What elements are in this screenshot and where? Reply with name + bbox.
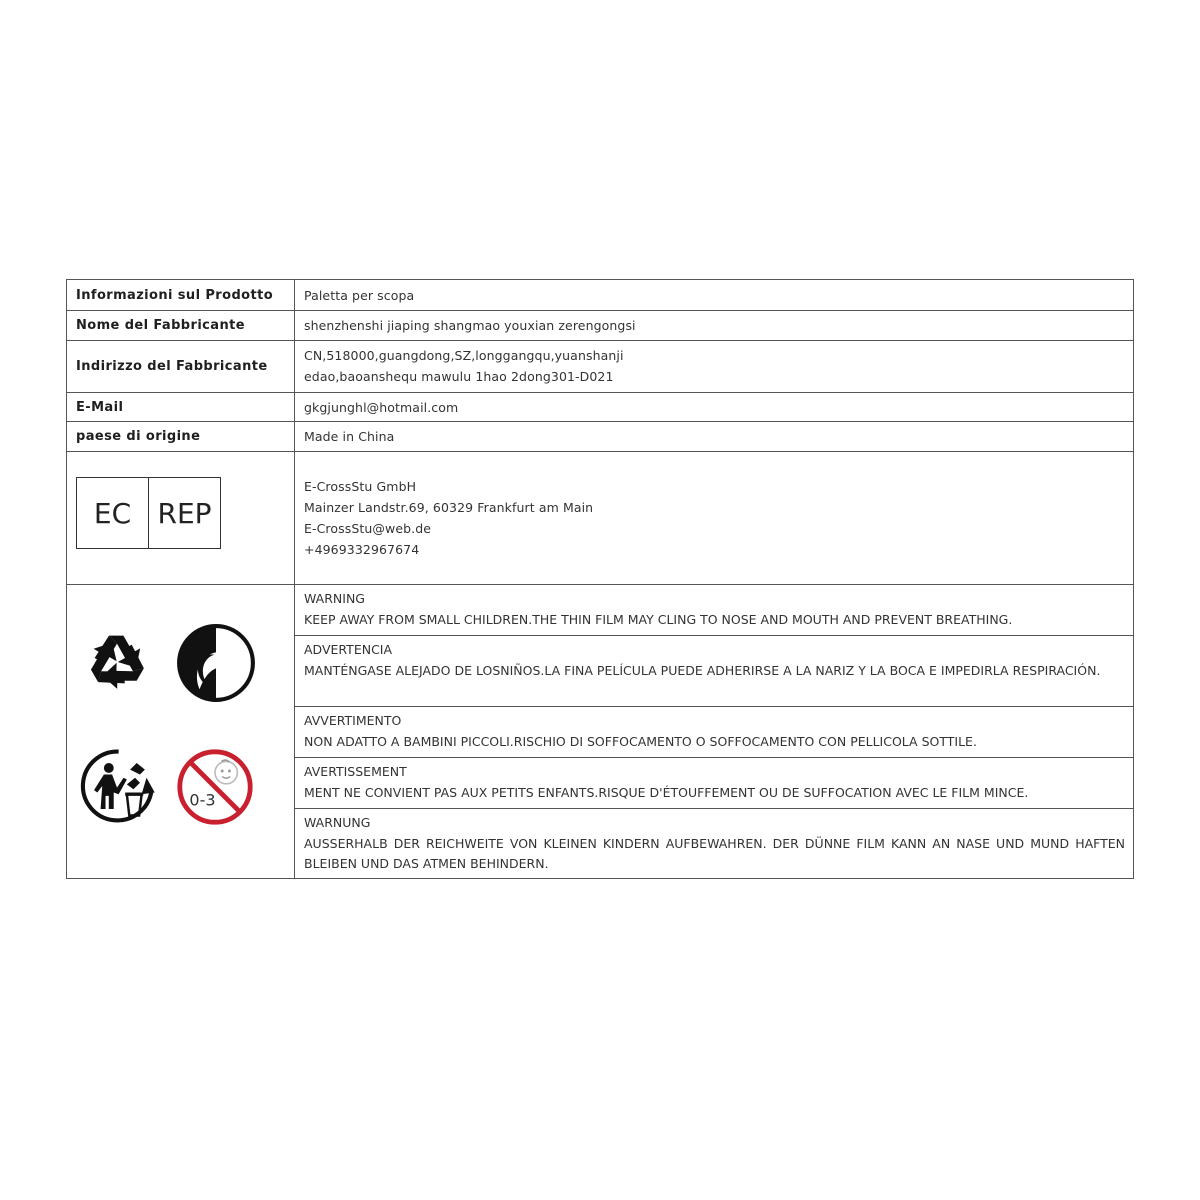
- ec-rep-address: Mainzer Landstr.69, 60329 Frankfurt am Main: [304, 500, 594, 515]
- ec-rep-mark-ec: EC: [77, 478, 149, 548]
- tidyman-icon: [75, 745, 159, 827]
- warning-fr-heading: AVERTISSEMENT: [304, 764, 407, 779]
- product-info-table: [66, 279, 1134, 879]
- label-country-of-origin: paese di origine: [67, 422, 295, 451]
- recycle-icon: [75, 618, 159, 698]
- symbols-cell: [67, 585, 295, 878]
- row-country-of-origin: [67, 422, 1133, 452]
- warning-en: [295, 585, 1133, 636]
- value-email: gkgjunghl@hotmail.com: [304, 399, 459, 415]
- ec-rep-mark-rep: REP: [157, 496, 212, 530]
- address-line-1: CN,518000,guangdong,SZ,longgangqu,yuanshanji: [304, 348, 624, 363]
- row-email: [67, 393, 1133, 422]
- label-manufacturer-name: Nome del Fabbricante: [67, 311, 295, 340]
- row-manufacturer-address: [67, 341, 1133, 393]
- warning-de-heading: WARNUNG: [304, 815, 371, 830]
- warning-de: [295, 809, 1133, 877]
- warning-es: [295, 636, 1133, 707]
- warning-fr: [295, 758, 1133, 809]
- not-for-ages-0-3-icon: [175, 747, 255, 827]
- warning-it: [295, 707, 1133, 758]
- ec-rep-phone: +4969332967674: [304, 542, 420, 557]
- label-product-info: Informazioni sul Prodotto: [67, 280, 295, 310]
- warning-en-heading: WARNING: [304, 591, 365, 606]
- ec-rep-email: E-CrossStu@web.de: [304, 521, 432, 536]
- warning-es-text: MANTÉNGASE ALEJADO DE LOSNIÑOS.LA FINA PELÍCULA PUEDE ADHERIRSE A LA NARIZ Y LA BOCA E IMPEDIRLA RESPIRACIÓN.: [304, 662, 1101, 678]
- ec-rep-mark: [76, 477, 221, 549]
- warning-de-text: AUSSERHALB DER REICHWEITE VON KLEINEN KINDERN AUFBEWAHREN. DER DÜNNE FILM KANN AN NASE UND MUND HAFTEN BLEIBEN UND DAS ATMEN BEHINDERN.: [304, 835, 1125, 871]
- green-dot-icon: [175, 622, 257, 704]
- warning-fr-text: MENT NE CONVIENT PAS AUX PETITS ENFANTS.RISQUE D'ÉTOUFFEMENT OU DE SUFFOCATION AVEC LE FILM MINCE.: [304, 784, 1029, 800]
- warning-it-heading: AVVERTIMENTO: [304, 713, 402, 728]
- value-manufacturer-address: [295, 341, 1133, 392]
- value-manufacturer-name: shenzhenshi jiaping shangmao youxian zerengongsi: [304, 318, 636, 333]
- warning-es-heading: ADVERTENCIA: [304, 642, 393, 657]
- row-product-info: [67, 280, 1133, 311]
- address-line-2: edao,baoanshequ mawulu 1hao 2dong301-D021: [304, 368, 614, 384]
- ec-rep-company: E-CrossStu GmbH: [304, 479, 417, 494]
- label-email: E-Mail: [67, 393, 295, 421]
- ec-rep-details: [295, 452, 1133, 584]
- label-manufacturer-address: Indirizzo del Fabbricante: [67, 341, 295, 392]
- warning-en-text: KEEP AWAY FROM SMALL CHILDREN.THE THIN FILM MAY CLING TO NOSE AND MOUTH AND PREVENT BREATHING.: [304, 611, 1013, 627]
- value-country-of-origin: Made in China: [304, 429, 395, 444]
- row-manufacturer-name: [67, 311, 1133, 341]
- age-range-text: 0-3: [189, 790, 216, 810]
- warning-it-text: NON ADATTO A BAMBINI PICCOLI.RISCHIO DI SOFFOCAMENTO O SOFFOCAMENTO CON PELLICOLA SOTTILE.: [304, 733, 977, 749]
- value-product-info: Paletta per scopa: [304, 287, 415, 303]
- row-ec-rep: [67, 452, 1133, 585]
